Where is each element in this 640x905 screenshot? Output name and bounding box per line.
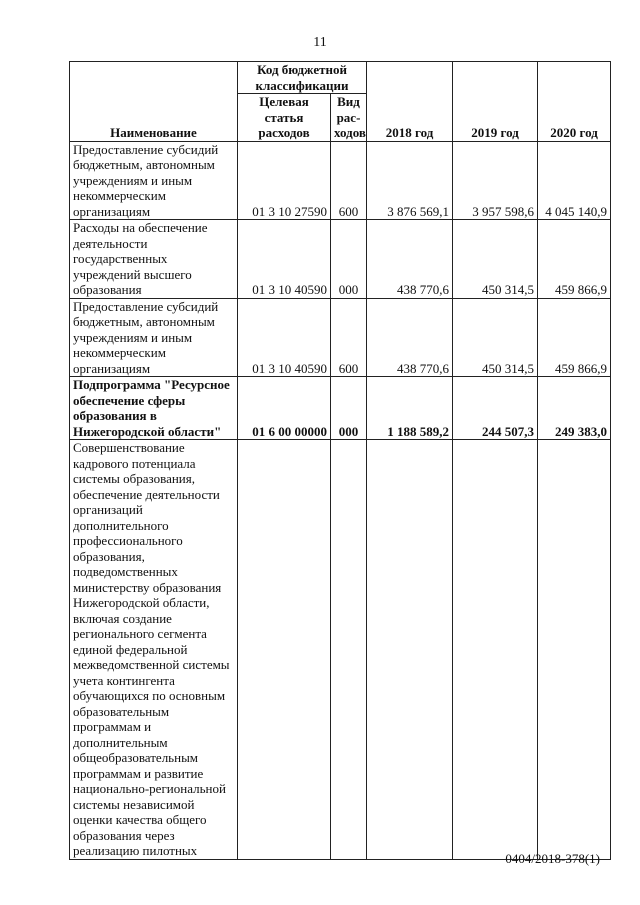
page-number: 11 xyxy=(313,35,327,50)
header-kbk: Код бюджетной классификации xyxy=(238,62,367,94)
row-code xyxy=(238,440,331,860)
row-name: Подпрограмма "Ресурсное обеспечение сферы образования в Нижегородской области" xyxy=(70,377,238,440)
table-row xyxy=(70,440,611,860)
header-2020: 2020 год xyxy=(538,62,611,142)
row-2019: 450 314,5 xyxy=(453,298,538,377)
header-target: Целевая статья расходов xyxy=(238,94,331,142)
row-2018 xyxy=(367,440,453,860)
row-2018: 3 876 569,1 xyxy=(367,141,453,220)
table-row xyxy=(70,141,611,220)
row-type: 600 xyxy=(331,298,367,377)
row-2020: 4 045 140,9 xyxy=(538,141,611,220)
row-code: 01 3 10 40590 xyxy=(238,298,331,377)
row-type: 600 xyxy=(331,141,367,220)
header-2019: 2019 год xyxy=(453,62,538,142)
row-name: Расходы на обеспечение деятельности государственных учреждений высшего образования xyxy=(70,220,238,299)
row-2020: 459 866,9 xyxy=(538,298,611,377)
row-type xyxy=(331,440,367,860)
row-2020: 249 383,0 xyxy=(538,377,611,440)
row-2018: 438 770,6 xyxy=(367,298,453,377)
row-2020: 459 866,9 xyxy=(538,220,611,299)
budget-table xyxy=(69,61,611,860)
row-code: 01 3 10 27590 xyxy=(238,141,331,220)
row-2019: 3 957 598,6 xyxy=(453,141,538,220)
row-2019: 450 314,5 xyxy=(453,220,538,299)
row-type: 000 xyxy=(331,220,367,299)
row-code: 01 6 00 00000 xyxy=(238,377,331,440)
document-code: 0404/2018-378(1) xyxy=(505,851,600,866)
row-code: 01 3 10 40590 xyxy=(238,220,331,299)
header-2018: 2018 год xyxy=(367,62,453,142)
header-type: Вид рас- ходов xyxy=(331,94,367,142)
header-name: Наименование xyxy=(70,62,238,142)
table-row-subprogram xyxy=(70,377,611,440)
table-row xyxy=(70,298,611,377)
row-type: 000 xyxy=(331,377,367,440)
row-2020 xyxy=(538,440,611,860)
row-name: Совершенствование кадрового потенциала системы образования, обеспечение деятельности организаций дополнительного профессионального образования, подведомственных министерству образования Нижегородской области, включая создание регионального сегмента единой федеральной межведомственной системы учета контингента обучающихся по основным образовательным программам и дополнительным общеобразовательным программам и развитие национально-региональной системы независимой оценки качества общего образования через реализацию пилотных xyxy=(70,440,238,860)
row-2019 xyxy=(453,440,538,860)
row-2019: 244 507,3 xyxy=(453,377,538,440)
row-name: Предоставление субсидий бюджетным, автономным учреждениям и иным некоммерческим организациям xyxy=(70,141,238,220)
row-2018: 1 188 589,2 xyxy=(367,377,453,440)
row-2018: 438 770,6 xyxy=(367,220,453,299)
row-name: Предоставление субсидий бюджетным, автономным учреждениям и иным некоммерческим организациям xyxy=(70,298,238,377)
table-row xyxy=(70,220,611,299)
table-header-row xyxy=(70,62,611,94)
